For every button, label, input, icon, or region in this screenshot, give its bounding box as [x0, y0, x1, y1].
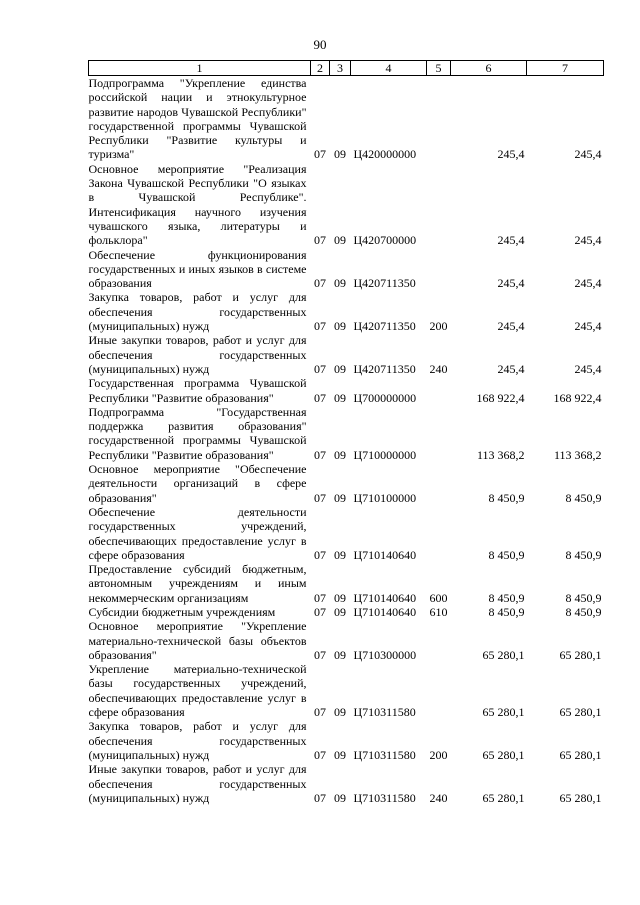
row-name-cell: Иные закупки товаров, работ и услуг для обеспечения государственных (муниципальных) нужд	[88, 762, 307, 805]
row-amount-1-cell: 113 368,2	[476, 447, 525, 462]
row-amount-1-cell: 8 450,9	[488, 604, 525, 619]
row-amount-2-cell: 8 450,9	[565, 547, 602, 562]
row-amount-2-cell: 65 280,1	[559, 705, 602, 720]
table-row	[89, 405, 604, 462]
row-subsection-cell: 09	[334, 590, 346, 605]
table-row	[89, 562, 604, 605]
row-name-cell: Закупка товаров, работ и услуг для обеспечения государственных (муниципальных) нужд	[88, 290, 307, 334]
row-expense-type-cell	[427, 162, 451, 248]
header-cell: 1	[89, 61, 311, 76]
table-row	[89, 162, 604, 248]
row-amount-1-cell: 8 450,9	[488, 547, 525, 562]
table-row	[89, 290, 604, 333]
row-target-item-cell: Ц710311580	[353, 790, 416, 805]
row-name-cell: Закупка товаров, работ и услуг для обеспечения государственных (муниципальных) нужд	[88, 719, 307, 762]
row-amount-2-cell: 8 450,9	[565, 590, 602, 605]
row-subsection-cell: 09	[334, 361, 346, 376]
row-subsection-cell: 09	[334, 276, 346, 291]
row-name-cell: Основное мероприятие "Укрепление материально-технической базы объектов образования"	[88, 619, 307, 662]
row-expense-type-cell: 600	[429, 590, 448, 605]
row-subsection-cell: 09	[334, 747, 346, 762]
row-amount-2-cell: 245,4	[574, 233, 602, 248]
table-row	[89, 333, 604, 376]
row-expense-type-cell: 240	[429, 790, 448, 805]
row-amount-2-cell: 8 450,9	[565, 604, 602, 619]
table-row	[89, 76, 604, 162]
row-amount-2-cell: 8 450,9	[565, 490, 602, 505]
row-expense-type-cell	[427, 619, 451, 662]
row-target-item-cell: Ц700000000	[353, 390, 417, 405]
row-section-cell: 07	[314, 747, 326, 762]
row-amount-1-cell: 245,4	[497, 233, 525, 248]
row-amount-2-cell: 65 280,1	[559, 790, 602, 805]
row-subsection-cell: 09	[334, 319, 346, 334]
row-subsection-cell: 09	[334, 490, 346, 505]
row-name-cell: Обеспечение функционирования государственных и иных языков в системе образования	[88, 247, 307, 291]
row-target-item-cell: Ц420000000	[353, 147, 417, 162]
row-target-item-cell: Ц710300000	[353, 647, 417, 662]
row-amount-1-cell: 245,4	[497, 361, 525, 376]
table-row	[89, 662, 604, 719]
row-expense-type-cell	[427, 248, 451, 291]
row-name-cell: Основное мероприятие "Реализация Закона Чувашской Республики "О языках в Чувашской Республике". Интенсификация научного изучения чувашского языка, литературы и фольклора"	[88, 161, 307, 248]
row-section-cell: 07	[314, 319, 326, 334]
row-amount-1-cell: 65 280,1	[482, 747, 525, 762]
row-target-item-cell: Ц420711350	[353, 319, 416, 334]
table-row	[89, 462, 604, 505]
row-name-cell: Обеспечение деятельности государственных учреждений, обеспечивающих предоставление услуг в сфере образования	[88, 504, 307, 562]
row-section-cell: 07	[314, 590, 326, 605]
row-expense-type-cell	[427, 662, 451, 719]
row-amount-2-cell: 245,4	[574, 361, 602, 376]
row-subsection-cell: 09	[334, 147, 346, 162]
row-amount-2-cell: 245,4	[574, 276, 602, 291]
row-name-cell: Подпрограмма "Государственная поддержка развития образования" государственной программы Чувашской Республики "Развитие образования"	[88, 404, 307, 462]
row-amount-2-cell: 65 280,1	[559, 747, 602, 762]
row-amount-2-cell: 113 368,2	[553, 447, 602, 462]
row-expense-type-cell	[427, 505, 451, 562]
table-row	[89, 248, 604, 291]
row-expense-type-cell: 200	[429, 319, 448, 334]
row-expense-type-cell	[427, 76, 451, 162]
row-amount-1-cell: 8 450,9	[488, 590, 525, 605]
header-cell: 4	[351, 61, 427, 76]
header-cell: 7	[527, 61, 604, 76]
table-row	[89, 619, 604, 662]
row-section-cell: 07	[314, 604, 326, 619]
row-target-item-cell: Ц420711350	[353, 276, 416, 291]
header-cell: 2	[311, 61, 330, 76]
row-target-item-cell: Ц710100000	[353, 490, 417, 505]
row-section-cell: 07	[314, 647, 326, 662]
row-section-cell: 07	[314, 705, 326, 720]
row-subsection-cell: 09	[334, 233, 346, 248]
row-section-cell: 07	[314, 147, 326, 162]
row-target-item-cell: Ц710140640	[353, 547, 417, 562]
row-name-cell: Основное мероприятие "Обеспечение деятельности организаций в сфере образования"	[88, 462, 307, 505]
table-row	[89, 505, 604, 562]
row-target-item-cell: Ц420700000	[353, 233, 417, 248]
row-expense-type-cell: 240	[429, 361, 448, 376]
row-amount-1-cell: 245,4	[497, 319, 525, 334]
row-section-cell: 07	[314, 361, 326, 376]
header-cell: 6	[451, 61, 527, 76]
column-number-row	[89, 61, 604, 76]
row-amount-1-cell: 245,4	[497, 147, 525, 162]
row-target-item-cell: Ц710311580	[353, 705, 416, 720]
row-expense-type-cell: 610	[429, 604, 448, 619]
row-subsection-cell: 09	[334, 647, 346, 662]
row-amount-2-cell: 245,4	[574, 319, 602, 334]
row-section-cell: 07	[314, 547, 326, 562]
row-name-cell: Государственная программа Чувашской Республики "Развитие образования"	[88, 376, 307, 405]
row-subsection-cell: 09	[334, 705, 346, 720]
header-cell: 3	[330, 61, 351, 76]
table-row	[89, 376, 604, 405]
row-name-cell: Иные закупки товаров, работ и услуг для обеспечения государственных (муниципальных) нужд	[88, 333, 307, 376]
row-expense-type-cell: 200	[429, 747, 448, 762]
row-target-item-cell: Ц710140640	[353, 590, 417, 605]
row-name-cell: Субсидии бюджетным учреждениям	[88, 604, 276, 619]
row-amount-2-cell: 65 280,1	[559, 647, 602, 662]
row-name-cell: Укрепление материально-технической базы государственных учреждений, обеспечивающих предоставление услуг в сфере образования	[88, 662, 307, 720]
row-expense-type-cell	[427, 405, 451, 462]
row-expense-type-cell	[427, 376, 451, 405]
table-row	[89, 719, 604, 762]
row-subsection-cell: 09	[334, 447, 346, 462]
row-name-cell: Предоставление субсидий бюджетным, автономным учреждениям и иным некоммерческим организациям	[88, 562, 307, 605]
budget-table	[88, 60, 604, 805]
row-expense-type-cell	[427, 462, 451, 505]
row-amount-2-cell: 245,4	[574, 147, 602, 162]
row-subsection-cell: 09	[334, 547, 346, 562]
row-amount-1-cell: 65 280,1	[482, 647, 525, 662]
row-target-item-cell: Ц420711350	[353, 361, 416, 376]
row-subsection-cell: 09	[334, 790, 346, 805]
row-section-cell: 07	[314, 490, 326, 505]
row-subsection-cell: 09	[334, 390, 346, 405]
row-section-cell: 07	[314, 790, 326, 805]
header-cell: 5	[427, 61, 451, 76]
page-number: 90	[313, 37, 327, 52]
row-section-cell: 07	[314, 447, 326, 462]
row-amount-1-cell: 8 450,9	[488, 490, 525, 505]
row-section-cell: 07	[314, 233, 326, 248]
row-amount-1-cell: 65 280,1	[482, 705, 525, 720]
row-name-cell: Подпрограмма "Укрепление единства российской нации и этнокультурное развитие народов Чувашской Республики" государственной программы Чувашской Республики "Развитие культуры и туризма"	[88, 76, 307, 162]
row-subsection-cell: 09	[334, 604, 346, 619]
row-amount-2-cell: 168 922,4	[553, 390, 602, 405]
table-row	[89, 605, 604, 619]
row-target-item-cell: Ц710000000	[353, 447, 417, 462]
row-target-item-cell: Ц710311580	[353, 747, 416, 762]
row-target-item-cell: Ц710140640	[353, 604, 417, 619]
row-section-cell: 07	[314, 390, 326, 405]
row-section-cell: 07	[314, 276, 326, 291]
table-row	[89, 762, 604, 805]
row-amount-1-cell: 245,4	[497, 276, 525, 291]
row-amount-1-cell: 168 922,4	[476, 390, 525, 405]
row-amount-1-cell: 65 280,1	[482, 790, 525, 805]
